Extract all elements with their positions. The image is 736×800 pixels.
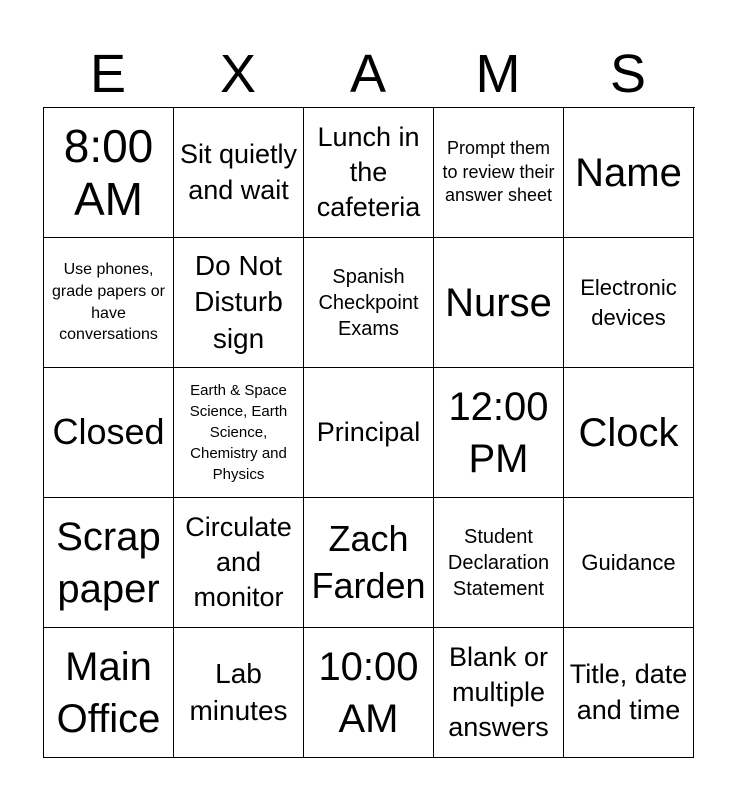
cell-text: Main Office [56, 644, 161, 741]
bingo-cell[interactable] [434, 628, 564, 758]
cell-text: Lab minutes [189, 658, 288, 726]
cell-text: Name [575, 150, 682, 195]
header-letter-s: S [609, 44, 647, 104]
cell-text: 10:00 AM [318, 644, 419, 741]
cell-text: Closed [52, 411, 165, 453]
cell-text: Guidance [581, 549, 676, 575]
cell-text: Nurse [445, 280, 552, 325]
cell-text: Scrap paper [56, 514, 161, 611]
bingo-cell[interactable] [44, 238, 174, 368]
cell-text: Title, date and time [569, 659, 688, 725]
cell-text: Use phones, grade papers or have conversations [52, 261, 165, 344]
cell-text: Clock [578, 410, 679, 455]
bingo-cell[interactable] [174, 108, 304, 238]
bingo-cell[interactable] [564, 108, 694, 238]
cell-text: 12:00 PM [448, 384, 549, 481]
cell-text: Circulate and monitor [185, 511, 292, 613]
bingo-cell[interactable] [304, 628, 434, 758]
bingo-grid [43, 107, 695, 758]
bingo-cell[interactable] [434, 368, 564, 498]
bingo-cell[interactable] [564, 628, 694, 758]
bingo-cell[interactable] [304, 498, 434, 628]
bingo-cell[interactable] [44, 368, 174, 498]
cell-text: Sit quietly and wait [179, 139, 298, 205]
header-letter-x: X [219, 44, 257, 104]
bingo-cell[interactable] [44, 108, 174, 238]
cell-text: Lunch in the cafeteria [316, 121, 421, 223]
cell-text: Blank or multiple answers [448, 641, 549, 743]
bingo-cell[interactable] [434, 498, 564, 628]
bingo-cell[interactable] [304, 368, 434, 498]
bingo-cell[interactable] [174, 238, 304, 368]
bingo-cell[interactable] [304, 108, 434, 238]
bingo-cell[interactable] [434, 238, 564, 368]
header-letter-e: E [89, 44, 127, 104]
cell-text: Earth & Space Science, Earth Science, Chemistry and Physics [189, 382, 288, 483]
header-letter-m: M [475, 44, 521, 104]
cell-text: Zach Farden [311, 517, 426, 606]
bingo-cell[interactable] [44, 498, 174, 628]
bingo-cell[interactable] [174, 368, 304, 498]
bingo-cell[interactable] [44, 628, 174, 758]
bingo-cell[interactable] [434, 108, 564, 238]
bingo-cell[interactable] [564, 498, 694, 628]
bingo-header [43, 40, 693, 108]
cell-text: Spanish Checkpoint Exams [318, 265, 419, 340]
bingo-cell[interactable] [564, 368, 694, 498]
header-letter-a: A [349, 44, 387, 104]
cell-text: Electronic devices [580, 274, 677, 330]
bingo-cell[interactable] [304, 238, 434, 368]
cell-text: Student Declaration Statement [447, 525, 550, 600]
bingo-cell[interactable] [174, 628, 304, 758]
cell-text: Do Not Disturb sign [194, 249, 283, 354]
cell-text: 8:00 AM [63, 119, 154, 225]
bingo-cell[interactable] [564, 238, 694, 368]
bingo-cell[interactable] [174, 498, 304, 628]
cell-text: Prompt them to review their answer sheet [442, 138, 555, 206]
cell-text: Principal [316, 416, 421, 447]
